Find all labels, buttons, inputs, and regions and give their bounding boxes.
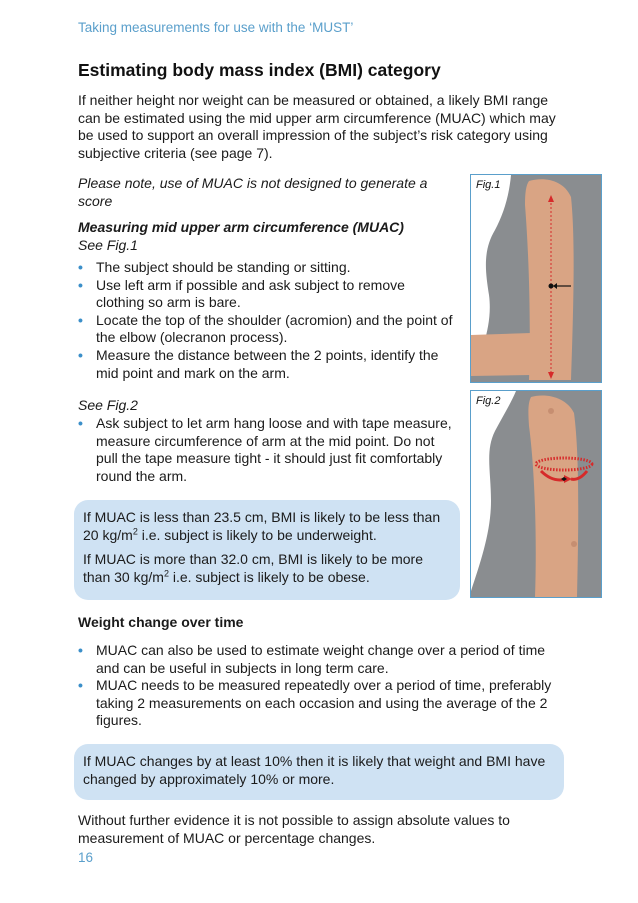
list-item: • Locate the top of the shoulder (acromion) and the point of the elbow (olecranon process). <box>78 311 453 346</box>
list-item: • Measure the distance between the 2 points, identify the mid point and mark on the arm. <box>78 346 439 381</box>
weight-change-list <box>78 642 558 730</box>
bullet-icon: • <box>78 346 83 363</box>
page-number: 16 <box>78 850 94 865</box>
weight-change-heading: Weight change over time <box>78 614 244 630</box>
section-title: Estimating body mass index (BMI) category <box>78 60 441 80</box>
arm-length-illustration <box>471 175 602 383</box>
bullet-icon: • <box>78 677 83 694</box>
bmi-callout <box>74 500 460 600</box>
list-item: • MUAC needs to be measured repeatedly over a period of time, preferably taking 2 measurements on each occasion and using the average of the 2 figures. <box>78 677 552 729</box>
see-fig1: See Fig.1 <box>78 237 138 253</box>
fig1-label: Fig.1 <box>476 179 501 191</box>
bullet-icon: • <box>78 259 83 275</box>
list-item: • Ask subject to let arm hang loose and with tape measure, measure circumference of arm at the mid point. Do not pull the tape measure tight - it should just fit comfortably round the arm. <box>78 415 452 484</box>
callout-obese: If MUAC is more than 32.0 cm, BMI is likely to be more than 30 $kg/m^2$ i.e. subject is likely to be obese. <box>83 551 423 585</box>
fig1-steps-list <box>78 259 453 382</box>
tape-measure-illustration <box>471 391 602 598</box>
bullet-icon: • <box>78 642 83 658</box>
bullet-icon: • <box>78 415 83 431</box>
fig2-steps-list <box>78 415 453 485</box>
change-callout: If MUAC changes by at least 10% then it is likely that weight and BMI have changed by approximately 10% or more. <box>74 744 564 800</box>
bullet-icon: • <box>78 276 83 293</box>
closing-paragraph: Without further evidence it is not possible to assign absolute values to measurement of MUAC or percentage changes. <box>78 812 510 846</box>
see-fig2: See Fig.2 <box>78 397 138 413</box>
list-item: • Use left arm if possible and ask subject to remove clothing so arm is bare. <box>78 276 405 311</box>
callout-underweight: If MUAC is less than 23.5 cm, BMI is likely to be less than 20 $kg/m^2$ i.e. subject is likely to be underweight. <box>83 509 441 543</box>
list-item: • The subject should be standing or sitting. <box>78 259 351 275</box>
figure-1 <box>470 174 602 383</box>
figure-2 <box>470 390 602 598</box>
list-item: • MUAC can also be used to estimate weight change over a period of time and can be useful in subjects in long term care. <box>78 642 546 676</box>
intro-paragraph: If neither height nor weight can be measured or obtained, a likely BMI range can be estimated using the mid upper arm circumference (MUAC) which may be used to support an overall impression of the subject’s risk category using subjective criteria (see page 7). <box>78 92 556 161</box>
muac-heading: Measuring mid upper arm circumference (MUAC) <box>78 219 404 235</box>
fig2-label: Fig.2 <box>476 395 501 407</box>
bullet-icon: • <box>78 311 83 328</box>
muac-note: Please note, use of MUAC is not designed to generate a score <box>78 175 428 209</box>
running-head: Taking measurements for use with the ‘MUST’ <box>78 20 354 35</box>
